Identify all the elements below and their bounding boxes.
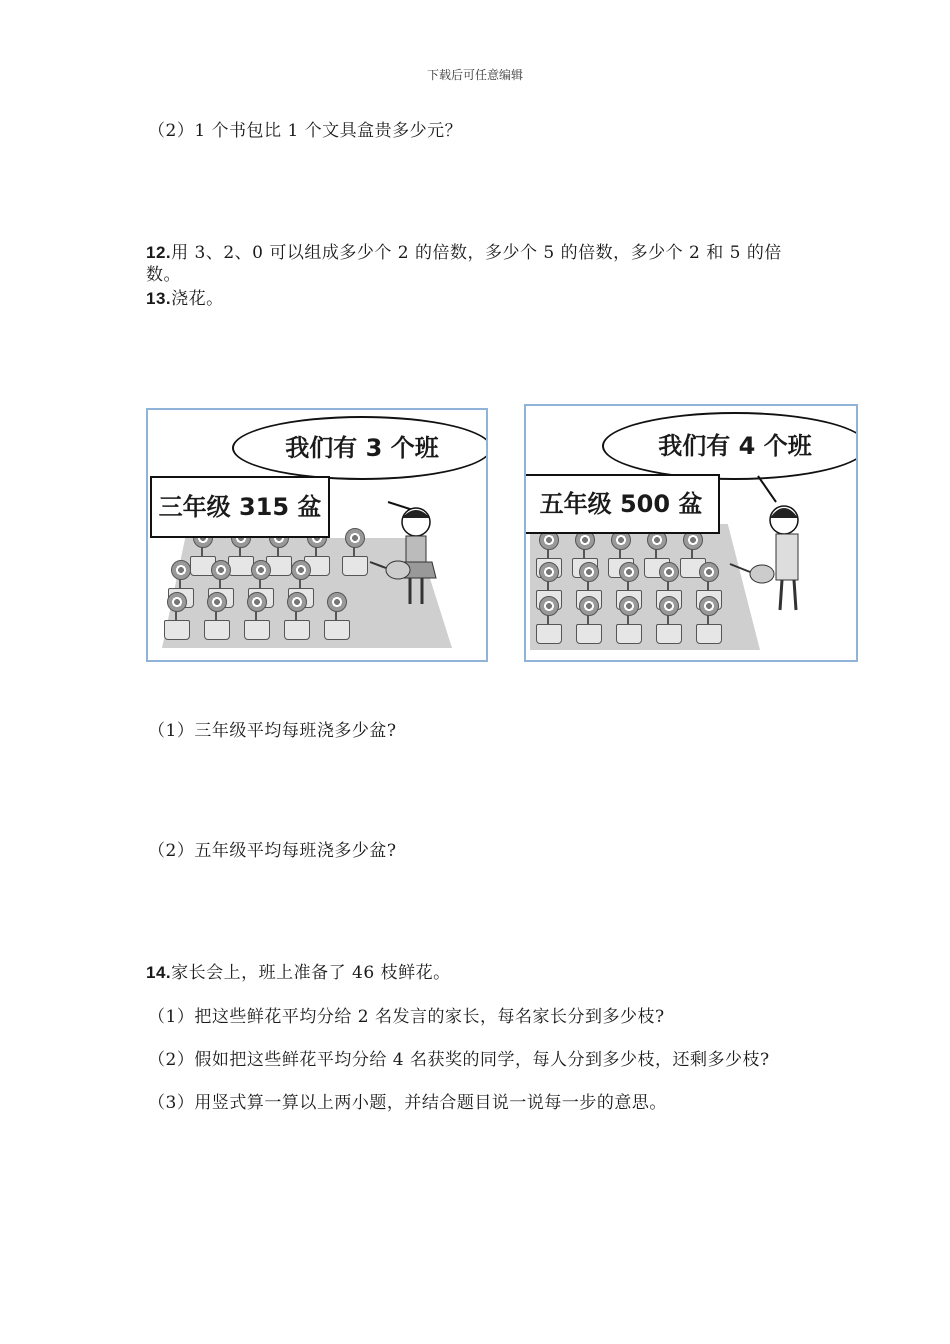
question-11-part-2: （2）1 个书包比 1 个文具盒贵多少元？ <box>148 121 463 141</box>
question-13-sub-2: （2）五年级平均每班浇多少盆? <box>148 841 397 861</box>
question-12-text-line1: 用 3、2、0 可以组成多少个 2 的倍数，多少个 5 的倍数，多少个 2 和 5 的倍 <box>171 243 782 263</box>
question-14 <box>146 958 451 983</box>
illustration-grade5 <box>524 404 858 662</box>
speech-bubble: 我们有 4 个班 <box>602 412 858 480</box>
question-14-sub-3: （3）用竖式算一算以上两小题，并结合题目说一说每一步的意思。 <box>148 1093 667 1113</box>
speech-bubble: 我们有 3 个班 <box>232 416 488 480</box>
question-12-number: 12. <box>146 243 172 262</box>
grade5-label: 五年级 500 盆 <box>524 474 720 534</box>
question-14-title: 家长会上，班上准备了 46 枝鲜花。 <box>171 963 451 983</box>
question-12 <box>146 238 782 263</box>
question-12-text-line2: 数。 <box>146 265 181 285</box>
question-13-number: 13. <box>146 289 172 308</box>
question-14-sub-2: （2）假如把这些鲜花平均分给 4 名获奖的同学，每人分到多少枝，还剩多少枝? <box>148 1050 770 1070</box>
grade3-label: 三年级 315 盆 <box>150 476 330 538</box>
question-14-sub-1: （1）把这些鲜花平均分给 2 名发言的家长，每名家长分到多少枝? <box>148 1007 665 1027</box>
illustration-grade3 <box>146 408 488 662</box>
page-header: 下载后可任意编辑 <box>426 68 523 82</box>
question-13 <box>146 284 224 309</box>
question-14-number: 14. <box>146 963 172 982</box>
question-13-title: 浇花。 <box>171 289 224 309</box>
question-13-sub-1: （1）三年级平均每班浇多少盆? <box>148 721 397 741</box>
